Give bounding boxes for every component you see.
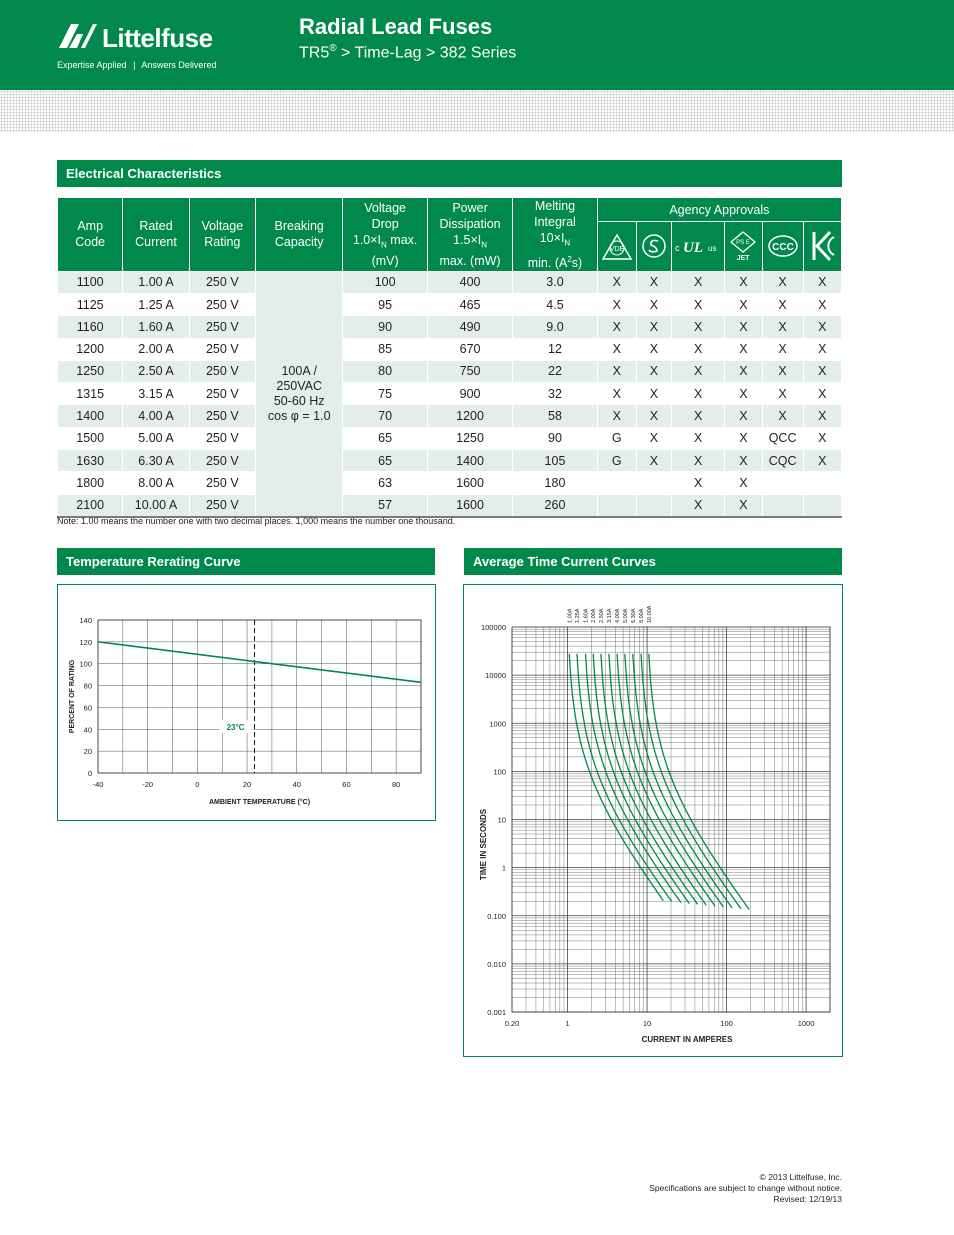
agency-approval-cell: X: [636, 316, 671, 338]
rated-current-cell: 2.50 A: [123, 360, 189, 382]
agency-approval-cell: X: [725, 494, 762, 517]
tagline-left: Expertise Applied: [57, 60, 127, 70]
agency-approval-cell: X: [803, 360, 841, 382]
power-dissipation-cell: 490: [427, 316, 512, 338]
power-dissipation-cell: 1200: [427, 405, 512, 427]
copyright: © 2013 Littelfuse, Inc.: [759, 1172, 842, 1182]
agency-approval-cell: X: [725, 293, 762, 315]
agency-approval-cell: X: [725, 271, 762, 293]
header-melting-integral: Melting Integral $10\times I_N$ min. $(A^2s)$: [513, 198, 597, 272]
spec-notice: Specifications are subject to change without notice.: [649, 1183, 842, 1193]
agency-approval-cell: X: [725, 316, 762, 338]
fuse-logo-icon: [57, 20, 97, 52]
x-tick-label: 0: [195, 780, 200, 789]
agency-approval-cell: X: [725, 427, 762, 449]
curve-2-00a: [593, 654, 689, 904]
section-title-temperature: Temperature Rerating Curve: [57, 548, 435, 575]
agency-approval-cell: X: [762, 293, 803, 315]
breaking-capacity-line: 100A /: [281, 363, 317, 378]
voltage-drop-cell: 85: [343, 338, 427, 360]
header-power-dissipation: Power Dissipation $1.5\times I_N$ max. (mW): [427, 198, 512, 272]
agency-approval-cell: X: [672, 494, 725, 517]
power-dissipation-cell: 1250: [427, 427, 512, 449]
rated-current-cell: 1.00 A: [123, 271, 189, 293]
agency-approval-cell: CQC: [762, 450, 803, 472]
table-note: Note: 1.00 means the number one with two decimal places. 1,000 means the number one thousand.: [57, 516, 456, 526]
agency-approval-cell: X: [636, 427, 671, 449]
agency-approval-cell: X: [672, 316, 725, 338]
svg-text:JET: JET: [736, 255, 750, 263]
amp-code-cell: 1500: [58, 427, 123, 449]
agency-approval-cell: X: [803, 293, 841, 315]
avgtime-chart-box: [463, 584, 843, 1057]
agency-approval-cell: X: [597, 316, 636, 338]
rated-current-cell: 8.00 A: [123, 472, 189, 494]
y-tick-label: 0: [87, 769, 92, 778]
y-tick-label: 60: [83, 703, 92, 713]
agency-approval-cell: X: [672, 383, 725, 405]
section-title-avgtime: Average Time Current Curves: [464, 548, 842, 575]
agency-approval-cell: X: [803, 338, 841, 360]
x-tick-label: 10: [642, 1019, 652, 1028]
curve-label: 2.00A: [591, 608, 598, 623]
header-voltage-rating: Voltage Rating: [189, 198, 255, 272]
table-row: [58, 293, 842, 315]
y-tick-label: 1000: [489, 719, 506, 729]
curve-label: 2.50A: [598, 608, 605, 623]
agency-approval-cell: X: [803, 427, 841, 449]
derating-line: [98, 642, 421, 682]
melting-integral-cell: 180: [513, 472, 597, 494]
electrical-table: [57, 197, 842, 518]
voltage-drop-cell: 80: [343, 360, 427, 382]
agency-approval-cell: X: [672, 360, 725, 382]
semko-icon: [636, 222, 671, 271]
table-row: [58, 338, 842, 360]
voltage-rating-cell: 250 V: [189, 450, 255, 472]
power-dissipation-cell: 750: [427, 360, 512, 382]
voltage-rating-cell: 250 V: [189, 472, 255, 494]
section-title-electrical: Electrical Characteristics: [57, 160, 842, 187]
agency-approval-cell: [803, 494, 841, 517]
voltage-drop-cell: 95: [343, 293, 427, 315]
svg-text:c: c: [675, 243, 680, 254]
rated-current-cell: 1.60 A: [123, 316, 189, 338]
agency-approval-cell: X: [762, 383, 803, 405]
y-tick-label: 100: [493, 767, 506, 777]
melting-integral-cell: 4.5: [513, 293, 597, 315]
melting-integral-cell: 32: [513, 383, 597, 405]
voltage-drop-cell: 75: [343, 383, 427, 405]
table-row: [58, 316, 842, 338]
y-tick-label: 0.001: [487, 1008, 506, 1017]
vde-icon: [597, 222, 636, 271]
agency-approval-cell: X: [597, 383, 636, 405]
amp-code-cell: 1125: [58, 293, 123, 315]
y-tick-label: 80: [83, 681, 92, 691]
agency-approval-cell: X: [725, 383, 762, 405]
agency-approval-cell: X: [636, 405, 671, 427]
y-tick-label: 100000: [480, 623, 506, 632]
svg-text:CCC: CCC: [771, 242, 794, 254]
header-agency-approvals: Agency Approvals: [597, 198, 841, 222]
agency-approval-cell: X: [725, 472, 762, 494]
amp-code-cell: 1630: [58, 450, 123, 472]
y-tick-label: 140: [79, 616, 92, 625]
y-tick-label: 1: [501, 863, 506, 873]
curve-label: 10.00A: [646, 605, 653, 623]
pse-jet-icon: [725, 222, 762, 271]
agency-approval-cell: X: [803, 405, 841, 427]
curve-5-00a: [625, 654, 724, 907]
header-breaking-capacity: Breaking Capacity: [255, 198, 342, 272]
agency-approval-cell: X: [597, 360, 636, 382]
svg-text:VDE: VDE: [609, 246, 624, 254]
rated-current-cell: 6.30 A: [123, 450, 189, 472]
voltage-drop-cell: 57: [343, 494, 427, 517]
rated-current-cell: 1.25 A: [123, 293, 189, 315]
agency-approval-cell: QCC: [762, 427, 803, 449]
agency-approval-cell: X: [725, 360, 762, 382]
agency-approval-cell: X: [672, 271, 725, 293]
x-tick-label: 1000: [797, 1019, 815, 1028]
agency-approval-cell: X: [762, 271, 803, 293]
agency-approval-cell: X: [597, 271, 636, 293]
cul-us-icon: [672, 222, 725, 271]
agency-approval-cell: [636, 472, 671, 494]
dot-pattern-band: [0, 90, 954, 132]
agency-approval-cell: X: [672, 338, 725, 360]
agency-approval-cell: G: [597, 427, 636, 449]
temperature-rerating-chart: [58, 585, 435, 820]
y-tick-label: 20: [83, 747, 92, 757]
x-tick-label: 80: [391, 780, 401, 789]
svg-text:us: us: [708, 244, 717, 254]
agency-approval-cell: [762, 472, 803, 494]
rated-current-cell: 2.00 A: [123, 338, 189, 360]
y-axis-label: TIME IN SECONDS: [479, 808, 488, 881]
average-time-current-chart: [464, 585, 842, 1056]
electrical-table-body: [58, 271, 842, 517]
melting-integral-cell: 58: [513, 405, 597, 427]
power-dissipation-cell: 1600: [427, 472, 512, 494]
voltage-drop-cell: 65: [343, 450, 427, 472]
agency-approval-cell: X: [636, 450, 671, 472]
agency-approval-cell: X: [803, 271, 841, 293]
x-tick-label: 60: [342, 780, 351, 789]
voltage-drop-cell: 100: [343, 271, 427, 293]
agency-approval-cell: X: [597, 338, 636, 360]
kc-icon: [803, 222, 841, 271]
voltage-rating-cell: 250 V: [189, 427, 255, 449]
amp-code-cell: 1315: [58, 383, 123, 405]
voltage-rating-cell: 250 V: [189, 338, 255, 360]
amp-code-cell: 1200: [58, 338, 123, 360]
ccc-icon: [762, 222, 803, 271]
amp-code-cell: 1250: [58, 360, 123, 382]
subtitle-rest: > Time-Lag > 382 Series: [336, 44, 517, 62]
agency-approval-cell: X: [672, 472, 725, 494]
curve-label: 3.15A: [606, 608, 613, 623]
curve-label: 6.30A: [630, 608, 637, 623]
header-amp-code: Amp Code: [58, 198, 123, 272]
tagline-right: Answers Delivered: [141, 60, 217, 70]
x-axis-label: CURRENT IN AMPERES: [641, 1035, 733, 1044]
curve-label: 5.00A: [622, 608, 629, 623]
agency-approval-cell: X: [672, 293, 725, 315]
curve-label: 1.25A: [574, 608, 581, 623]
revised-date: Revised: 12/19/13: [773, 1194, 842, 1204]
y-tick-label: 10: [497, 815, 506, 825]
x-tick-label: 100: [720, 1019, 733, 1028]
breaking-capacity-line: cos φ = 1.0: [267, 408, 331, 423]
x-tick-label: 40: [292, 780, 301, 789]
brand-name: Littelfuse: [102, 23, 213, 53]
y-tick-label: 120: [79, 637, 92, 647]
melting-integral-cell: 90: [513, 427, 597, 449]
voltage-rating-cell: 250 V: [189, 316, 255, 338]
curve-label: 8.00A: [639, 608, 646, 623]
amp-code-cell: 1100: [58, 271, 123, 293]
power-dissipation-cell: 400: [427, 271, 512, 293]
x-tick-label: 0.20: [504, 1019, 520, 1028]
x-tick-label: 1: [565, 1019, 570, 1028]
reference-label: 23°C: [226, 723, 245, 733]
agency-approval-cell: X: [725, 450, 762, 472]
agency-approval-cell: X: [762, 316, 803, 338]
voltage-rating-cell: 250 V: [189, 360, 255, 382]
agency-approval-cell: X: [636, 383, 671, 405]
melting-integral-cell: 22: [513, 360, 597, 382]
agency-approval-cell: X: [803, 316, 841, 338]
table-row: [58, 472, 842, 494]
y-tick-label: 0.100: [487, 911, 506, 921]
amp-code-cell: 1800: [58, 472, 123, 494]
subtitle-reg: ®: [329, 43, 337, 54]
agency-approval-cell: X: [636, 293, 671, 315]
table-row: [58, 405, 842, 427]
table-row: [58, 450, 842, 472]
table-row: [58, 383, 842, 405]
agency-approval-cell: X: [803, 450, 841, 472]
melting-integral-cell: 260: [513, 494, 597, 517]
page-title: Radial Lead Fuses: [299, 14, 493, 39]
voltage-drop-cell: 65: [343, 427, 427, 449]
voltage-rating-cell: 250 V: [189, 494, 255, 517]
agency-approval-cell: X: [636, 360, 671, 382]
plot-frame: [98, 620, 421, 773]
table-row: [58, 271, 842, 293]
brand-tagline: Expertise Applied | Answers Delivered: [57, 60, 217, 70]
agency-approval-cell: G: [597, 450, 636, 472]
agency-approval-cell: X: [597, 405, 636, 427]
rated-current-cell: 10.00 A: [123, 494, 189, 517]
svg-text:UL: UL: [683, 240, 704, 257]
agency-approval-cell: [803, 472, 841, 494]
y-tick-label: 0.010: [487, 959, 506, 969]
voltage-rating-cell: 250 V: [189, 271, 255, 293]
voltage-drop-cell: 70: [343, 405, 427, 427]
agency-approval-cell: X: [672, 427, 725, 449]
y-tick-label: 100: [79, 659, 92, 669]
littelfuse-logo[interactable]: [57, 20, 227, 75]
voltage-drop-cell: 63: [343, 472, 427, 494]
agency-approval-cell: X: [762, 338, 803, 360]
power-dissipation-cell: 465: [427, 293, 512, 315]
x-tick-label: -20: [142, 780, 154, 789]
temperature-chart-box: [57, 584, 436, 821]
agency-approval-cell: X: [762, 405, 803, 427]
x-tick-label: -40: [92, 780, 104, 789]
rated-current-cell: 5.00 A: [123, 427, 189, 449]
voltage-rating-cell: 250 V: [189, 405, 255, 427]
agency-approval-cell: X: [636, 271, 671, 293]
voltage-rating-cell: 250 V: [189, 293, 255, 315]
melting-integral-cell: 105: [513, 450, 597, 472]
rated-current-cell: 4.00 A: [123, 405, 189, 427]
agency-approval-cell: X: [672, 450, 725, 472]
melting-integral-cell: 3.0: [513, 271, 597, 293]
melting-integral-cell: 12: [513, 338, 597, 360]
agency-approval-cell: X: [597, 293, 636, 315]
curve-label: 4.00A: [615, 608, 622, 623]
x-axis-label: AMBIENT TEMPERATURE (°C): [208, 799, 311, 806]
power-dissipation-cell: 1600: [427, 494, 512, 517]
agency-approval-cell: [597, 472, 636, 494]
page-footer: [649, 1172, 842, 1205]
header-rated-current: Rated Current: [123, 198, 189, 272]
power-dissipation-cell: 670: [427, 338, 512, 360]
curve-1-00a: [569, 654, 663, 901]
agency-approval-cell: X: [725, 405, 762, 427]
x-tick-label: 20: [242, 780, 252, 789]
power-dissipation-cell: 900: [427, 383, 512, 405]
breaking-capacity-line: 250VAC: [276, 378, 323, 393]
amp-code-cell: 1160: [58, 316, 123, 338]
agency-approval-cell: X: [672, 405, 725, 427]
agency-approval-cell: [636, 494, 671, 517]
agency-approval-cell: [597, 494, 636, 517]
table-row: [58, 360, 842, 382]
breaking-capacity-line: 50-60 Hz: [273, 393, 325, 408]
agency-approval-cell: [762, 494, 803, 517]
voltage-rating-cell: 250 V: [189, 383, 255, 405]
amp-code-cell: 1400: [58, 405, 123, 427]
y-tick-label: 40: [83, 725, 92, 735]
page-subtitle: [299, 43, 516, 62]
page-header: [0, 0, 954, 90]
curve-label: 1.00A: [567, 608, 574, 623]
table-row: [58, 494, 842, 517]
y-axis-label: PERCENT OF RATING: [69, 659, 76, 734]
amp-code-cell: 2100: [58, 494, 123, 517]
power-dissipation-cell: 1400: [427, 450, 512, 472]
agency-approval-cell: X: [636, 338, 671, 360]
voltage-drop-cell: 90: [343, 316, 427, 338]
header-voltage-drop: Voltage Drop $1.0\times I_N$ max. (mV): [343, 198, 427, 272]
agency-approval-cell: X: [803, 383, 841, 405]
agency-approval-cell: X: [762, 360, 803, 382]
rated-current-cell: 3.15 A: [123, 383, 189, 405]
breaking-capacity-cell: [255, 271, 342, 517]
curve-label: 1.60A: [583, 608, 590, 623]
y-tick-label: 10000: [485, 671, 506, 681]
agency-approval-cell: X: [725, 338, 762, 360]
melting-integral-cell: 9.0: [513, 316, 597, 338]
subtitle-prefix: TR5: [299, 44, 330, 62]
svg-text:PS E: PS E: [736, 240, 751, 247]
table-row: [58, 427, 842, 449]
